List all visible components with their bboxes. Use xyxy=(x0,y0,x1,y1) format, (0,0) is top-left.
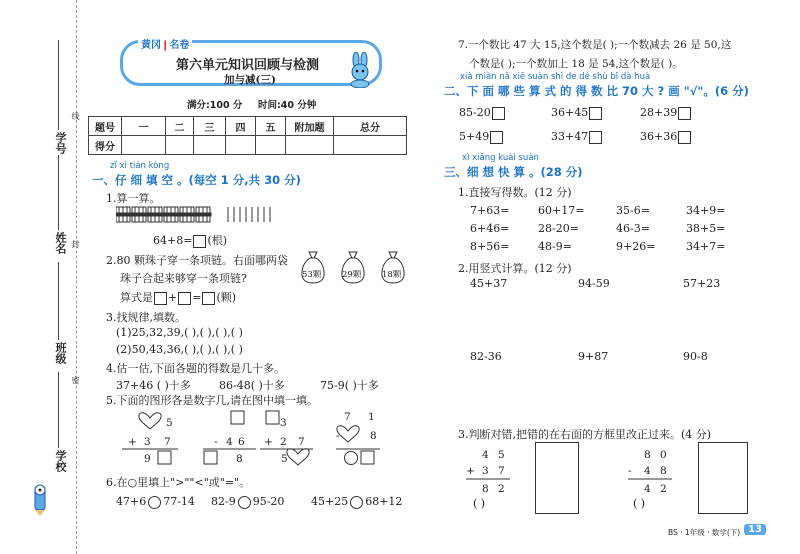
svg-text:-: - xyxy=(214,436,218,448)
svg-text:4: 4 xyxy=(226,436,233,448)
s2-item xyxy=(551,130,603,144)
svg-text:7: 7 xyxy=(498,465,505,477)
q6-a-left: 47+6 xyxy=(116,495,147,508)
q1-equation xyxy=(153,232,227,248)
svg-text:8: 8 xyxy=(370,430,377,442)
vertical-calc: 45+37 xyxy=(470,277,508,290)
vertical-calc: 94-59 xyxy=(578,277,610,290)
s2-expr: 36+45 xyxy=(551,106,589,119)
page-number: 13 xyxy=(744,524,766,535)
svg-text:7: 7 xyxy=(344,411,351,423)
sidebar-class-label: 班级 xyxy=(54,342,67,364)
score-table xyxy=(88,116,407,155)
page-title: 第六单元知识回顾与检测 xyxy=(176,58,320,73)
vertical-calc: 90-8 xyxy=(683,350,708,363)
mascot-pencil-icon xyxy=(28,480,52,516)
vertical-calc: 57+23 xyxy=(683,277,721,290)
score-cell[interactable] xyxy=(334,136,407,155)
score-row-label: 得分 xyxy=(89,136,122,155)
footer-text: BS · 1年级 · 数学(下) xyxy=(668,528,741,537)
svg-text:2: 2 xyxy=(280,436,287,448)
svg-text:6: 6 xyxy=(238,436,245,448)
svg-text:9: 9 xyxy=(144,453,151,465)
svg-text:5: 5 xyxy=(498,449,505,461)
score-header: 总分 xyxy=(334,117,407,136)
bag-label: 53颗 xyxy=(302,270,322,280)
score-cell[interactable] xyxy=(256,136,286,155)
q7-line-a: 7.一个数比 47 大 15,这个数是( );一个数减去 26 是 50,这 xyxy=(458,39,732,51)
check-box[interactable] xyxy=(589,131,602,144)
q6-b xyxy=(211,495,284,509)
svg-text:1: 1 xyxy=(368,411,375,423)
bundles-icon xyxy=(116,206,296,227)
svg-text:+: + xyxy=(128,436,137,448)
exam-time: 时间:40 分钟 xyxy=(258,100,317,111)
svg-text:4: 4 xyxy=(644,483,651,495)
svg-text:8: 8 xyxy=(660,465,667,477)
q1-unit: (根) xyxy=(207,234,228,247)
s1-title: 一、仔 细 填 空 。(每空 1 分,共 30 分) xyxy=(92,173,301,187)
page-subtitle: 加与减(三) xyxy=(224,74,276,86)
bag-53 xyxy=(300,250,326,284)
check-box[interactable] xyxy=(589,107,602,120)
q3-row1: (1)25,32,39,( ),( ),( ),( ) xyxy=(116,326,243,339)
q1-text: 1.算一算。 xyxy=(106,192,161,205)
q7-line-b: 个数是( );一个数加上 18 是 54,这个数是( )。 xyxy=(469,58,683,70)
calc-cell: 8+56= xyxy=(470,240,510,253)
s1-pinyin: zǐ xì tián kòng xyxy=(110,161,170,171)
q6-b-left: 82-9 xyxy=(211,495,236,508)
bag-18 xyxy=(380,250,406,284)
q4-b: 86-48( )十多 xyxy=(219,379,285,392)
q4-a: 37+46 ( )十多 xyxy=(116,379,191,392)
answer-box[interactable] xyxy=(202,292,215,305)
q3-row2: (2)50,43,36,( ),( ),( ),( ) xyxy=(116,343,243,356)
check-box[interactable] xyxy=(492,107,505,120)
svg-text:5: 5 xyxy=(166,417,173,429)
calc-cell: 38+5= xyxy=(686,222,726,235)
s3-pinyin: xì xiǎng kuài suàn xyxy=(462,153,539,163)
q2-formula: 算式是 + = (颗) xyxy=(120,291,237,304)
rabbit-mascot-icon xyxy=(344,52,374,91)
svg-text:4: 4 xyxy=(644,465,651,477)
s2-item xyxy=(551,106,603,120)
q5-text: 5.下面的图形各是数字几,请在图中填一填。 xyxy=(106,394,318,407)
score-header: 二 xyxy=(166,117,194,136)
correction-box[interactable] xyxy=(698,442,748,514)
logo-left: 黄冈 xyxy=(141,40,161,51)
score-cell[interactable] xyxy=(226,136,256,155)
svg-text:-: - xyxy=(628,465,632,477)
vertical-calc: 9+87 xyxy=(578,350,609,363)
svg-text:2: 2 xyxy=(660,483,667,495)
calc-cell: 34+9= xyxy=(686,204,726,217)
s3-q1: 1.直接写得数。(12 分) xyxy=(458,186,572,199)
calc-cell: 7+63= xyxy=(470,204,510,217)
score-header: 附加题 xyxy=(286,117,334,136)
calc-cell: 60+17= xyxy=(538,204,585,217)
score-header: 三 xyxy=(194,117,226,136)
judge-2 xyxy=(628,446,698,499)
svg-text:8: 8 xyxy=(482,483,489,495)
score-cell[interactable] xyxy=(286,136,334,155)
svg-text:4: 4 xyxy=(482,449,489,461)
calc-cell: 34+7= xyxy=(686,240,726,253)
s2-expr: 5+49 xyxy=(459,130,490,143)
score-header: 四 xyxy=(226,117,256,136)
q2-line-a: 2.80 颗珠子穿一条项链。右面哪两袋 xyxy=(106,254,288,267)
q6-c-left: 45+25 xyxy=(311,495,349,508)
calc-cell: 35-6= xyxy=(616,204,650,217)
s2-pinyin: xià miàn nǎ xiē suàn shì de dé shù bǐ dà huà xyxy=(460,72,651,82)
check-box[interactable] xyxy=(490,131,503,144)
correction-box[interactable] xyxy=(535,442,579,514)
check-box[interactable] xyxy=(678,107,691,120)
s2-expr: 33+47 xyxy=(551,130,589,143)
q4-c: 75-9( )十多 xyxy=(320,379,379,392)
answer-box[interactable] xyxy=(193,235,206,248)
q4-text: 4.估一估,下面各题的得数是几十多。 xyxy=(106,362,285,375)
bag-label: 18颗 xyxy=(382,270,402,280)
compare-circle[interactable] xyxy=(238,496,251,509)
score-header: 题号 xyxy=(89,117,122,136)
svg-text:7: 7 xyxy=(164,436,171,448)
svg-text:3: 3 xyxy=(280,417,287,429)
answer-box[interactable] xyxy=(154,292,167,305)
score-header: 五 xyxy=(256,117,286,136)
judge-1 xyxy=(466,446,536,499)
sidebar-seal-mark: 封 xyxy=(71,240,80,248)
calc-cell: 46-3= xyxy=(616,222,650,235)
logo: 黄冈❙名卷 xyxy=(138,36,192,51)
q6-c xyxy=(311,495,402,509)
s3-q3: 3.判断对错,把错的在右面的方框里改正过来。(4 分) xyxy=(458,428,712,441)
svg-text:2: 2 xyxy=(498,483,505,495)
q6-a-right: 77-14 xyxy=(163,495,195,508)
score-cell[interactable] xyxy=(194,136,226,155)
bag-29 xyxy=(340,250,366,284)
calc-cell: 6+46= xyxy=(470,222,510,235)
q6-a xyxy=(116,495,195,509)
svg-text:7: 7 xyxy=(298,436,305,448)
svg-text:+: + xyxy=(264,436,273,448)
s2-item xyxy=(640,106,692,120)
sidebar-line-mark: 线 xyxy=(71,112,80,120)
q6-b-right: 95-20 xyxy=(252,495,285,508)
svg-text:3: 3 xyxy=(144,436,151,448)
q2-line-b: 珠子合起来够穿一条项链? xyxy=(120,272,247,285)
q1-eq: 64+8= xyxy=(153,234,193,247)
s2-expr: 36+36 xyxy=(640,130,678,143)
sidebar-name-label: 姓名 xyxy=(54,232,67,254)
s2-item xyxy=(459,106,506,120)
sidebar-id-label: 学号 xyxy=(54,132,67,154)
q2-label: 算式是 xyxy=(120,291,153,304)
bag-label: 29颗 xyxy=(342,270,362,280)
compare-circle[interactable] xyxy=(350,496,363,509)
compare-circle[interactable] xyxy=(148,496,161,509)
svg-text:0: 0 xyxy=(660,449,667,461)
s3-q2: 2.用竖式计算。(12 分) xyxy=(458,262,572,275)
s2-item xyxy=(459,130,504,144)
s2-expr: 85-20 xyxy=(459,106,491,119)
check-box[interactable] xyxy=(678,131,691,144)
score-header: 一 xyxy=(122,117,166,136)
s3-title: 三、细 想 快 算 。(28 分) xyxy=(444,165,583,179)
q2-unit: (颗) xyxy=(216,291,237,304)
calc-cell: 48-9= xyxy=(538,240,572,253)
judge-2-paren[interactable]: ( ) xyxy=(633,497,646,510)
logo-right: 名卷 xyxy=(169,40,190,51)
sidebar-school-label: 学校 xyxy=(54,450,67,472)
vertical-calc: 82-36 xyxy=(470,350,502,363)
q3-text: 3.找规律,填数。 xyxy=(106,311,186,324)
s2-title: 二、下 面 哪 些 算 式 的 得 数 比 70 大 ? 画 "√"。(6 分) xyxy=(444,84,749,98)
q6-c-right: 68+12 xyxy=(365,495,403,508)
score-cell[interactable] xyxy=(122,136,166,155)
sidebar-cut-mark: 密 xyxy=(71,376,80,384)
svg-text:-: - xyxy=(336,430,340,442)
s2-item xyxy=(640,130,692,144)
answer-box[interactable] xyxy=(178,292,191,305)
svg-text:3: 3 xyxy=(482,465,489,477)
svg-text:5: 5 xyxy=(281,453,288,465)
calc-cell: 28-20= xyxy=(538,222,579,235)
q5-puzzles xyxy=(118,408,408,471)
judge-1-paren[interactable]: ( ) xyxy=(473,497,486,510)
svg-text:+: + xyxy=(466,465,475,477)
s2-expr: 28+39 xyxy=(640,106,678,119)
svg-text:8: 8 xyxy=(644,449,651,461)
calc-cell: 9+26= xyxy=(616,240,656,253)
score-cell[interactable] xyxy=(166,136,194,155)
q6-text: 6.在○里填上">""<"或"="。 xyxy=(106,476,251,489)
full-score: 满分:100 分 xyxy=(187,100,243,111)
svg-text:8: 8 xyxy=(236,453,243,465)
